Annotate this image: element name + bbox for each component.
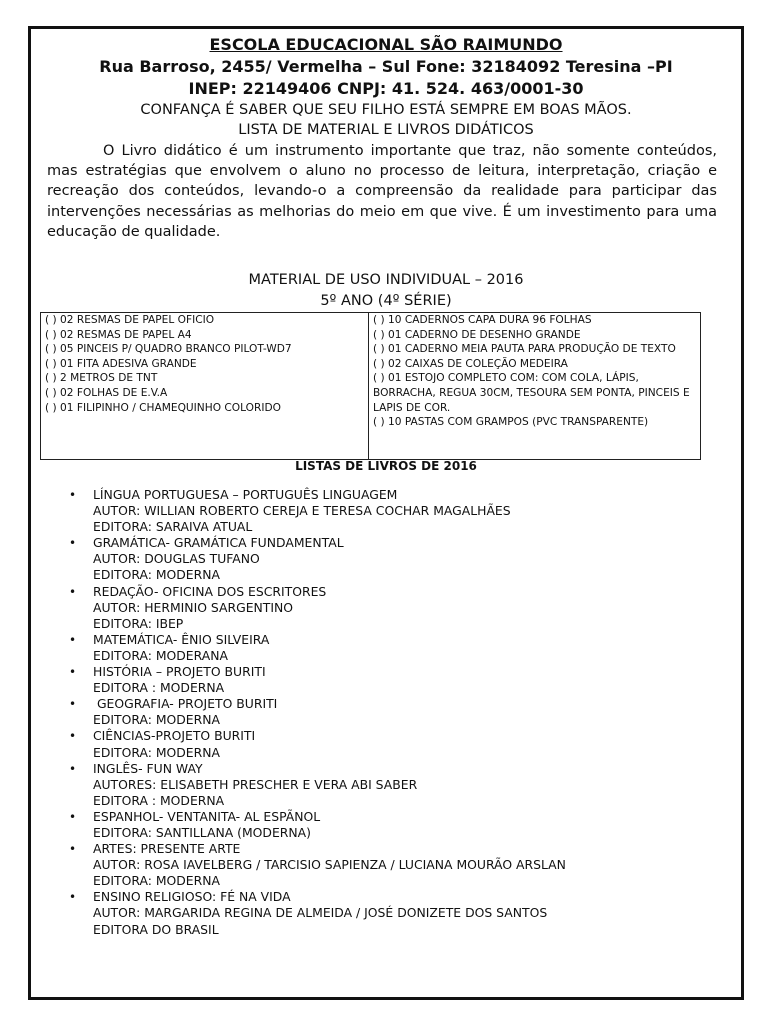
book-subject: REDAÇÃO- OFICINA DOS ESCRITORES <box>93 583 327 599</box>
school-ids: INEP: 22149406 CNPJ: 41. 524. 463/0001-30 <box>188 79 584 98</box>
book-item <box>69 664 566 696</box>
material-item: ( ) 01 CADERNO DE DESENHO GRANDE <box>373 328 581 341</box>
material-column-left <box>41 313 369 459</box>
bullet-icon: • <box>69 842 77 857</box>
book-detail: AUTOR: WILLIAN ROBERTO CEREJA E TERESA COCHAR MAGALHÃES <box>93 503 511 519</box>
books-list <box>69 487 566 938</box>
school-address: Rua Barroso, 2455/ Vermelha – Sul Fone: 32184092 Teresina –PI <box>99 57 673 76</box>
material-item: ( ) 02 FOLHAS DE E.V.A <box>45 386 168 399</box>
document-frame <box>28 26 744 1000</box>
book-item <box>69 808 566 841</box>
bullet-icon: • <box>69 761 77 776</box>
material-item: ( ) 05 PINCEIS P/ QUADRO BRANCO PILOT-WD7 <box>45 343 292 356</box>
bullet-icon: • <box>69 890 77 905</box>
book-detail: AUTORES: ELISABETH PRESCHER E VERA ABI SABER <box>93 776 418 792</box>
school-name: ESCOLA EDUCACIONAL SÃO RAIMUNDO <box>209 35 563 54</box>
book-subject: LÍNGUA PORTUGUESA – PORTUGUÊS LINGUAGEM <box>93 487 398 502</box>
book-publisher: EDITORA: MODERNA <box>93 744 220 760</box>
book-detail: AUTOR: ROSA IAVELBERG / TARCISIO SAPIENZA / LUCIANA MOURÃO ARSLAN <box>93 857 566 873</box>
material-column-right <box>369 313 700 459</box>
slogan: CONFANÇA É SABER QUE SEU FILHO ESTÁ SEMPRE EM BOAS MÃOS. <box>140 102 632 118</box>
book-item <box>69 728 566 760</box>
material-item: ( ) 10 CADERNOS CAPA DURA 96 FOLHAS <box>373 314 592 326</box>
book-item <box>69 631 566 664</box>
book-item <box>69 889 566 937</box>
book-publisher: EDITORA: MODERNA <box>93 567 220 583</box>
book-subject: GEOGRAFIA- PROJETO BURITI <box>93 696 278 712</box>
bullet-icon: • <box>69 697 77 712</box>
material-title: MATERIAL DE USO INDIVIDUAL – 2016 <box>248 272 524 288</box>
book-publisher: EDITORA DO BRASIL <box>93 921 219 937</box>
bullet-icon: • <box>69 536 77 551</box>
book-publisher: EDITORA: MODERNA <box>93 873 220 889</box>
bullet-icon: • <box>69 665 77 680</box>
bullet-icon: • <box>69 584 77 599</box>
material-item: ( ) 2 METROS DE TNT <box>45 372 158 385</box>
material-table <box>40 312 701 460</box>
intro-text: O Livro didático é um instrumento importante que traz, não somente conteúdos, mas estratégias que envolvem o aluno no processo de leitura, interpretação, criação e recreação dos conteúdos, levando-o a compreensão da realidade para participar das intervenções necessárias as melhorias do meio em que vive. É um investimento para uma educação de qualidade. <box>47 143 717 240</box>
book-publisher: EDITORA : MODERNA <box>93 792 225 808</box>
book-detail: AUTOR: MARGARIDA REGINA DE ALMEIDA / JOSÉ DONIZETE DOS SANTOS <box>93 905 548 921</box>
book-subject: MATEMÁTICA- ÊNIO SILVEIRA <box>93 631 270 647</box>
material-item: ( ) 01 ESTOJO COMPLETO COM: COM COLA, LÁPIS, BORRACHA, REGUA 30CM, TESOURA SEM PONTA, PINCEIS E LAPIS DE COR. <box>373 372 690 414</box>
book-subject: ENSINO RELIGIOSO: FÉ NA VIDA <box>93 889 291 905</box>
book-subject: ARTES: PRESENTE ARTE <box>93 841 241 857</box>
book-subject: GRAMÁTICA- GRAMÁTICA FUNDAMENTAL <box>93 535 344 551</box>
book-subject: ESPANHOL- VENTANITA- AL ESPÃNOL <box>93 808 321 824</box>
book-item <box>69 535 566 583</box>
bullet-icon: • <box>69 729 77 744</box>
book-item <box>69 760 566 809</box>
book-subject: CIÊNCIAS-PROJETO BURITI <box>93 728 256 744</box>
book-item <box>69 583 566 632</box>
bullet-icon: • <box>69 809 77 824</box>
book-publisher: EDITORA: MODERANA <box>93 647 228 663</box>
book-item <box>69 487 566 535</box>
material-item: ( ) 10 PASTAS COM GRAMPOS (PVC TRANSPARENTE) <box>373 416 649 429</box>
book-publisher: EDITORA : MODERNA <box>93 680 225 696</box>
material-item: ( ) 01 CADERNO MEIA PAUTA PARA PRODUÇÃO DE TEXTO <box>373 343 676 356</box>
intro-paragraph <box>47 141 717 242</box>
material-grade: 5º ANO (4º SÉRIE) <box>320 293 452 309</box>
book-publisher: EDITORA: IBEP <box>93 615 184 631</box>
material-item: ( ) 02 RESMAS DE PAPEL OFICIO <box>45 314 215 326</box>
list-title: LISTA DE MATERIAL E LIVROS DIDÁTICOS <box>238 122 534 138</box>
book-item <box>69 841 566 889</box>
book-item <box>69 696 566 728</box>
book-subject: INGLÊS- FUN WAY <box>93 760 203 776</box>
material-item: ( ) 02 CAIXAS DE COLEÇÃO MEDEIRA <box>373 357 568 370</box>
book-publisher: EDITORA: SARAIVA ATUAL <box>93 519 253 535</box>
material-item: ( ) 01 FITA ADESIVA GRANDE <box>45 357 197 370</box>
material-item: ( ) 01 FILIPINHO / CHAMEQUINHO COLORIDO <box>45 401 281 414</box>
books-title: LISTAS DE LIVROS DE 2016 <box>295 459 477 473</box>
book-detail: AUTOR: HERMINIO SARGENTINO <box>93 599 294 615</box>
material-item: ( ) 02 RESMAS DE PAPEL A4 <box>45 328 192 341</box>
bullet-icon: • <box>69 632 77 647</box>
bullet-icon: • <box>69 488 77 502</box>
book-publisher: EDITORA: MODERNA <box>93 712 220 728</box>
book-subject: HISTÓRIA – PROJETO BURITI <box>93 664 266 680</box>
book-publisher: EDITORA: SANTILLANA (MODERNA) <box>93 824 311 840</box>
book-detail: AUTOR: DOUGLAS TUFANO <box>93 551 260 567</box>
